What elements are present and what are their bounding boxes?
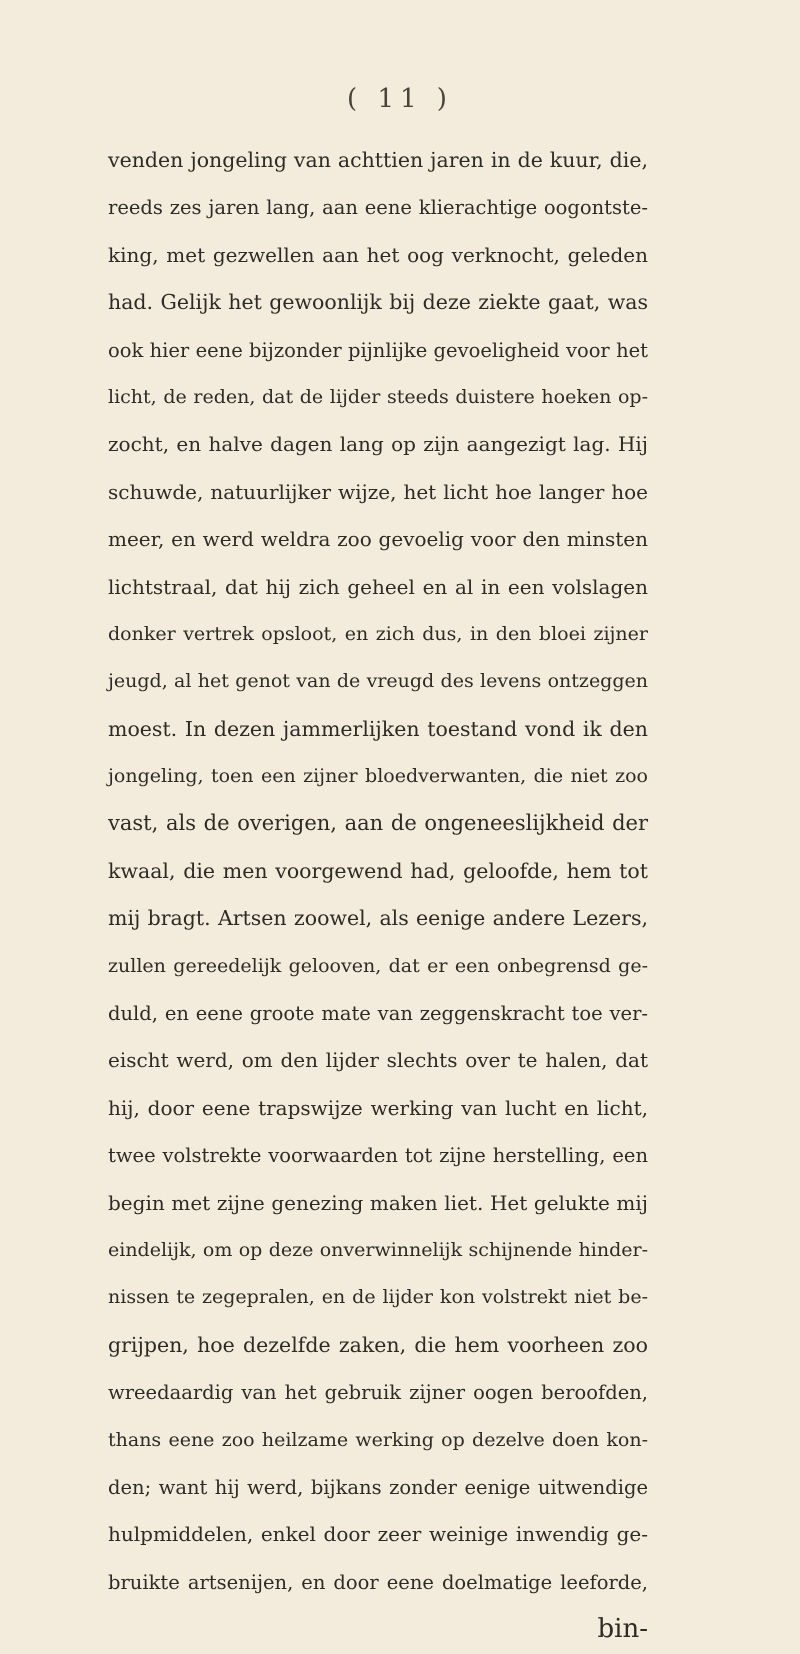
text-line: king, met gezwellen aan het oog verknocht, geleden xyxy=(108,242,648,267)
text-line: grijpen, hoe dezelfde zaken, die hem voorheen zoo xyxy=(108,1332,648,1357)
text-line: moest. In dezen jammerlijken toestand vond ik den xyxy=(108,716,648,741)
text-line: eischt werd, om den lijder slechts over te halen, dat xyxy=(108,1048,648,1073)
page-number: ( 11 ) xyxy=(347,84,453,114)
text-line: zullen gereedelijk gelooven, dat er een onbegrensd ge- xyxy=(108,954,648,977)
text-line: donker vertrek opsloot, en zich dus, in den bloei zijner xyxy=(108,622,648,645)
text-line: reeds zes jaren lang, aan eene klierachtige oogontste- xyxy=(108,196,648,220)
text-line: jeugd, al het genot van de vreugd des levens ontzeggen xyxy=(108,670,648,693)
text-line: ook hier eene bijzonder pijnlijke gevoeligheid voor het xyxy=(108,338,648,362)
text-line: twee volstrekte voorwaarden tot zijne herstelling, een xyxy=(108,1144,648,1168)
text-line: venden jongeling van achttien jaren in de kuur, die, xyxy=(108,148,648,172)
text-line: jongeling, toen een zijner bloedverwanten, die niet zoo xyxy=(108,765,648,788)
text-line: hulpmiddelen, enkel door zeer weinige inwendig ge- xyxy=(108,1522,648,1547)
text-line: had. Gelijk het gewoonlijk bij deze ziekte gaat, was xyxy=(108,290,648,315)
catchword: bin- xyxy=(597,1614,648,1645)
text-line: licht, de reden, dat de lijder steeds duistere hoeken op- xyxy=(108,385,648,408)
text-line: bruikte artsenijen, en door eene doelmatige leeforde, xyxy=(108,1570,648,1594)
text-line: mij bragt. Artsen zoowel, als eenige andere Lezers, xyxy=(108,906,648,931)
text-line: zocht, en halve dagen lang op zijn aangezigt lag. Hij xyxy=(108,432,648,457)
body-text xyxy=(108,137,648,1654)
text-line: duld, en eene groote mate van zeggenskracht toe ver- xyxy=(108,1002,648,1026)
text-line: nissen te zegepralen, en de lijder kon volstrekt niet be- xyxy=(108,1286,648,1309)
text-line: schuwde, natuurlijker wijze, het licht hoe langer hoe xyxy=(108,479,648,504)
text-line: thans eene zoo heilzame werking op dezelve doen kon- xyxy=(108,1428,648,1451)
text-line: kwaal, die men voorgewend had, geloofde, hem tot xyxy=(108,858,648,883)
text-line: eindelijk, om op deze onverwinnelijk schijnende hinder- xyxy=(108,1238,648,1261)
text-line: hij, door eene trapswijze werking van lucht en licht, xyxy=(108,1095,648,1120)
text-line: den; want hij werd, bijkans zonder eenige uitwendige xyxy=(108,1475,648,1499)
text-line: meer, en werd weldra zoo gevoelig voor den minsten xyxy=(108,527,648,552)
text-line: vast, als de overigen, aan de ongeneeslijkheid der xyxy=(108,811,648,836)
text-line: begin met zijne genezing maken liet. Het gelukte mij xyxy=(108,1190,648,1215)
text-line: lichtstraal, dat hij zich geheel en al in een volslagen xyxy=(108,574,648,599)
text-line: wreedaardig van het gebruik zijner oogen beroofden, xyxy=(108,1381,648,1405)
